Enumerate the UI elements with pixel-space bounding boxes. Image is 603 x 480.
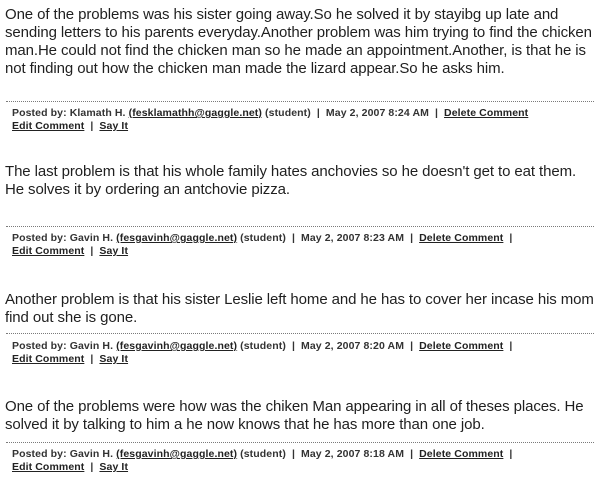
author-email-link[interactable]: (fesgavinh@gaggle.net) [116,448,238,460]
comment-text: One of the problems was his sister going away.So he solved it by stayibg up late and sending letters to his parents everyday.Another problem was him trying to find the chicken man.He could not find the chicken man so he made an appointment.Another, is that he is not finding out how the chicken man made the lizard appear.So he asks him. [5,6,592,77]
separator: | [90,120,94,132]
posted-by-label: Posted by: [12,232,67,244]
delete-comment-link[interactable]: Delete Comment [419,232,504,244]
posted-by-label: Posted by: [12,448,67,460]
comment-meta [12,232,592,258]
comment-date: May 2, 2007 8:18 AM [301,448,405,460]
separator: | [90,245,94,257]
say-it-link[interactable]: Say It [99,353,129,365]
author-role: (student) [240,448,286,460]
comment-meta [12,340,592,366]
comment-text: One of the problems were how was the chiken Man appearing in all of theses places. He solved it by talking to him a he now knows that he has more than one job. [5,398,584,433]
delete-comment-link[interactable]: Delete Comment [419,340,504,352]
separator: | [90,353,94,365]
separator: | [410,340,414,352]
edit-comment-link[interactable]: Edit Comment [12,245,85,257]
delete-comment-link[interactable]: Delete Comment [444,107,529,119]
separator: | [509,340,513,352]
separator: | [291,232,295,244]
say-it-link[interactable]: Say It [99,461,129,473]
comment-text: Another problem is that his sister Leslie left home and he has to cover her incase his mom find out she is gone. [5,291,594,326]
separator: | [509,448,513,460]
edit-comment-link[interactable]: Edit Comment [12,120,85,132]
comment-date: May 2, 2007 8:24 AM [325,107,429,119]
author-role: (student) [240,232,286,244]
separator: | [316,107,320,119]
separator: | [291,448,295,460]
comment-divider [6,226,594,227]
comment-text: The last problem is that his whole family hates anchovies so he doesn't get to eat them. He solves it by ordering an antchovie pizza. [5,163,577,198]
separator: | [90,461,94,473]
edit-comment-link[interactable]: Edit Comment [12,461,85,473]
author-role: (student) [265,107,311,119]
separator: | [410,448,414,460]
separator: | [509,232,513,244]
author-role: (student) [240,340,286,352]
separator: | [291,340,295,352]
author-name: Gavin H. [69,448,114,460]
posted-by-label: Posted by: [12,107,67,119]
separator: | [434,107,439,119]
say-it-link[interactable]: Say It [99,120,129,132]
delete-comment-link[interactable]: Delete Comment [419,448,504,460]
comment-divider [6,333,594,334]
edit-comment-link[interactable]: Edit Comment [12,353,85,365]
separator: | [410,232,414,244]
posted-by-label: Posted by: [12,340,67,352]
author-name: Klamath H. [69,107,126,119]
author-email-link[interactable]: (fesgavinh@gaggle.net) [116,340,238,352]
comment-meta [12,107,592,133]
say-it-link[interactable]: Say It [99,245,129,257]
comment-divider [6,442,594,443]
comment-meta [12,448,592,474]
comment-date: May 2, 2007 8:20 AM [301,340,405,352]
comment-date: May 2, 2007 8:23 AM [301,232,405,244]
author-email-link[interactable]: (fesklamathh@gaggle.net) [128,107,263,119]
comment-divider [6,101,594,102]
author-email-link[interactable]: (fesgavinh@gaggle.net) [116,232,238,244]
author-name: Gavin H. [69,340,114,352]
author-name: Gavin H. [69,232,114,244]
